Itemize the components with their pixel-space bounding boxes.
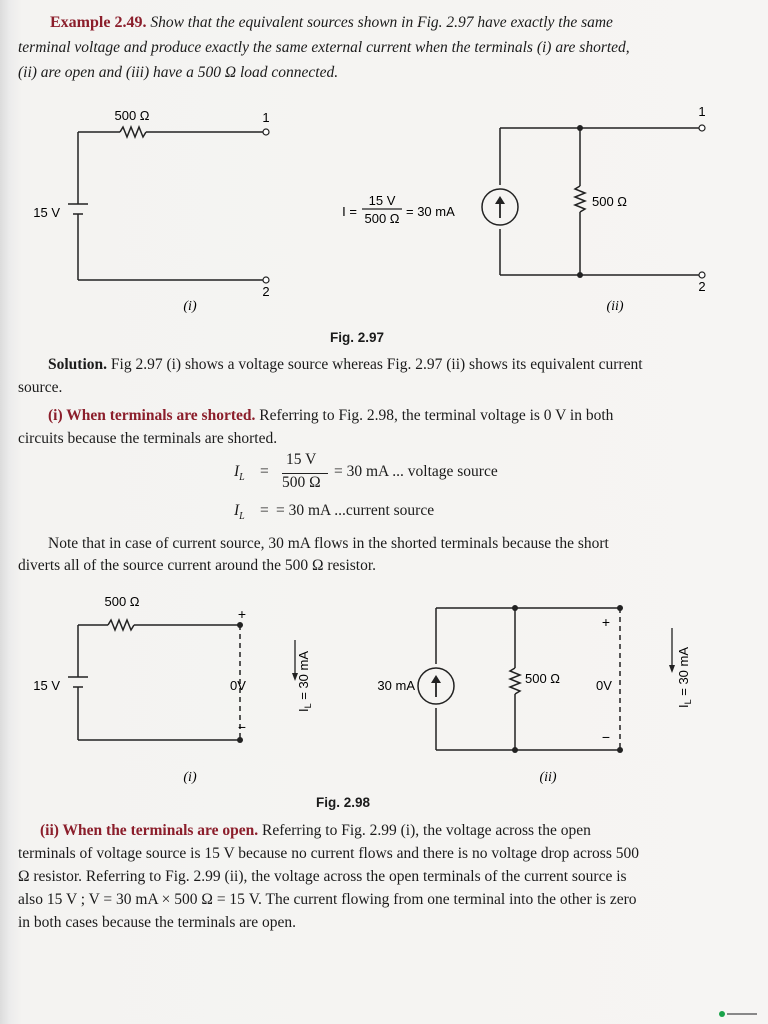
eq2-lhs: $I_L$ [234,502,245,523]
fig298-left-minus: − [237,719,247,735]
fig298-caption: Fig. 2.98 [316,795,371,810]
fig298-right-current-label: $I_L = 30$ mA [676,646,693,708]
eq1-lhs: $I_L$ [234,463,245,484]
fig297-right-sublabel: (ii) [606,299,624,314]
eq1-rhs: = 30 mA ... voltage source [334,463,498,480]
case-i-heading: (i) When terminals are shorted. [48,407,256,424]
fig298-right-sublabel: (ii) [539,770,557,785]
fig297-right-terminal-1: 1 [698,104,706,119]
fig297-eq-result: = 30 mA [406,204,455,219]
case-i-text-1: Referring to Fig. 2.98, the terminal voltage is 0 V in both [259,407,614,424]
solution-line-1 [48,354,738,377]
fig297-left-terminal-2: 2 [262,284,270,299]
eq1-denominator: 500 Ω [282,474,321,491]
fig298-left-source-label: 15 V [33,678,60,693]
fig297-left-source-label: 15 V [33,205,60,220]
fig297-eq-numerator: 15 V [368,193,396,208]
case-ii-text-1: Referring to Fig. 2.99 (i), the voltage across the open [262,822,591,839]
eq1-numerator: 15 V [286,451,317,468]
fig298-right-source-label: 30 mA [377,678,415,693]
case-i-line-2: circuits because the terminals are shorted. [18,430,278,447]
fig297-eq-denominator: 500 Ω [364,211,400,226]
case-ii-line-3: Ω resistor. Referring to Fig. 2.99 (ii), the voltage across the open terminals of the current source is [18,868,627,885]
eq2-rhs: = 30 mA ...current source [276,502,435,519]
case-ii-line-1 [40,820,740,843]
example-line-2: terminal voltage and produce exactly the same external current when the terminals (i) are shorted, [18,39,630,56]
fig298-left-voltage: 0V [230,678,246,693]
fig297-left-sublabel: (i) [183,299,197,314]
example-label: Example 2.49. [50,14,147,31]
fig297-right-resistor-label: 500 Ω [592,194,628,209]
note-line-1: Note that in case of current source, 30 mA flows in the shorted terminals because the short [48,535,609,552]
case-ii-line-5: in both cases because the terminals are open. [18,914,297,931]
fig298-left-plus: + [237,606,247,622]
fig298-right-resistor-label: 500 Ω [525,671,561,686]
note-line-2: diverts all of the source current around the 500 Ω resistor. [18,557,377,574]
scanner-badge-icon [718,1010,758,1020]
fig297-left-resistor-label: 500 Ω [114,108,150,123]
fig297-eq-I: I = [342,204,357,219]
case-ii-line-4: also 15 V ; V = 30 mA × 500 Ω = 15 V. The current flowing from one terminal into the other is zero [18,891,637,908]
figure-2-97 [0,90,768,320]
fig298-right-voltage: 0V [596,678,612,693]
figure-2-98 [0,580,768,800]
fig297-right-terminal-2: 2 [698,279,706,294]
fig298-left-sublabel: (i) [183,770,197,785]
case-i-line-1 [48,405,738,428]
fig298-left-resistor-label: 500 Ω [104,594,140,609]
fig297-left-terminal-1: 1 [262,110,270,125]
example-line-1 [50,12,750,35]
fig297-caption: Fig. 2.97 [330,330,385,345]
example-line-3: (ii) are open and (iii) have a 500 Ω load connected. [18,64,339,81]
solution-label: Solution. [48,356,108,373]
fig298-left-current-label: $I_L = 30$ mA [296,650,313,712]
fig298-right-minus: − [601,729,611,745]
solution-line-2: source. [18,379,63,396]
eq2-equals: = [260,502,269,519]
case-ii-line-2: terminals of voltage source is 15 V because no current flows and there is no voltage drop across 500 [18,845,639,862]
fig298-right-plus: + [601,614,611,630]
eq1-equals: = [260,463,269,480]
example-statement-1: Show that the equivalent sources shown in Fig. 2.97 have exactly the same [150,14,613,31]
solution-text-1: Fig 2.97 (i) shows a voltage source whereas Fig. 2.97 (ii) shows its equivalent current [110,356,643,373]
case-ii-heading: (ii) When the terminals are open. [40,822,259,839]
